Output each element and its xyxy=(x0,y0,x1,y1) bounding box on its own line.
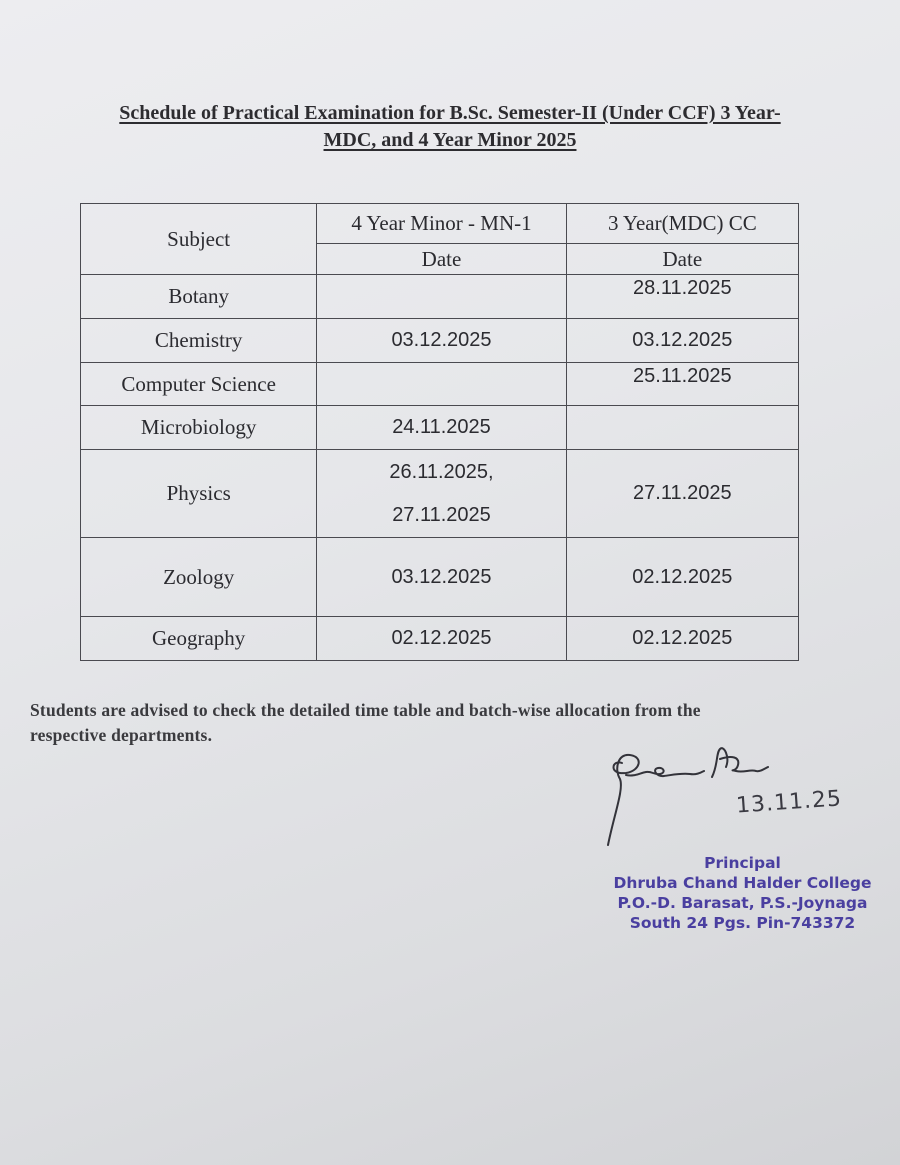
subject-cell: Microbiology xyxy=(81,406,317,450)
table-header-row xyxy=(81,204,799,244)
table-row xyxy=(81,275,799,319)
table-row xyxy=(81,363,799,406)
signature-date: 13.11.25 xyxy=(735,786,843,819)
header-mdc: 3 Year(MDC) CC xyxy=(566,204,798,244)
subheader-minor-date: Date xyxy=(317,244,566,275)
subject-cell: Zoology xyxy=(81,538,317,617)
minor-date-cell xyxy=(317,450,566,538)
mdc-date-cell: 02.12.2025 xyxy=(566,538,798,617)
minor-date-cell: 02.12.2025 xyxy=(317,617,566,661)
note-line-2: respective departments. xyxy=(30,725,213,745)
minor-date-line-2: 27.11.2025 xyxy=(392,503,491,526)
subject-cell: Geography xyxy=(81,617,317,661)
minor-date-cell: 03.12.2025 xyxy=(317,538,566,617)
minor-date-cell xyxy=(317,275,566,319)
header-subject: Subject xyxy=(81,204,317,275)
table-row xyxy=(81,406,799,450)
mdc-date-cell: 27.11.2025 xyxy=(566,450,798,538)
stamp-line-2: Dhruba Chand Halder College xyxy=(613,874,872,892)
subject-cell: Botany xyxy=(81,275,317,319)
table-row xyxy=(81,450,799,538)
mdc-date-cell: 03.12.2025 xyxy=(566,319,798,363)
document-title xyxy=(40,100,860,154)
subject-cell: Computer Science xyxy=(81,363,317,406)
header-minor: 4 Year Minor - MN-1 xyxy=(317,204,566,244)
subject-cell: Chemistry xyxy=(81,319,317,363)
table-row xyxy=(81,319,799,363)
advisory-note xyxy=(30,698,830,748)
table-row xyxy=(81,617,799,661)
subheader-mdc-date: Date xyxy=(566,244,798,275)
exam-schedule-table xyxy=(80,203,799,661)
minor-date-cell xyxy=(317,363,566,406)
stamp-line-3: P.O.-D. Barasat, P.S.-Joynaga xyxy=(617,894,868,912)
note-line-1: Students are advised to check the detailed time table and batch-wise allocation from the xyxy=(30,700,701,720)
mdc-date-cell: 02.12.2025 xyxy=(566,617,798,661)
title-line-1: Schedule of Practical Examination for B.Sc. Semester-II (Under CCF) 3 Year- xyxy=(119,102,781,124)
minor-date-line-1: 26.11.2025, xyxy=(389,460,494,483)
stamp-line-4: South 24 Pgs. Pin-743372 xyxy=(629,914,856,932)
mdc-date-cell xyxy=(566,406,798,450)
mdc-date-cell: 25.11.2025 xyxy=(566,363,798,406)
title-line-2: MDC, and 4 Year Minor 2025 xyxy=(323,129,577,151)
stamp-line-1: Principal xyxy=(704,854,781,872)
principal-stamp xyxy=(600,853,885,933)
mdc-date-cell: 28.11.2025 xyxy=(566,275,798,319)
subject-cell: Physics xyxy=(81,450,317,538)
minor-date-cell: 24.11.2025 xyxy=(317,406,566,450)
table-row xyxy=(81,538,799,617)
minor-date-cell: 03.12.2025 xyxy=(317,319,566,363)
